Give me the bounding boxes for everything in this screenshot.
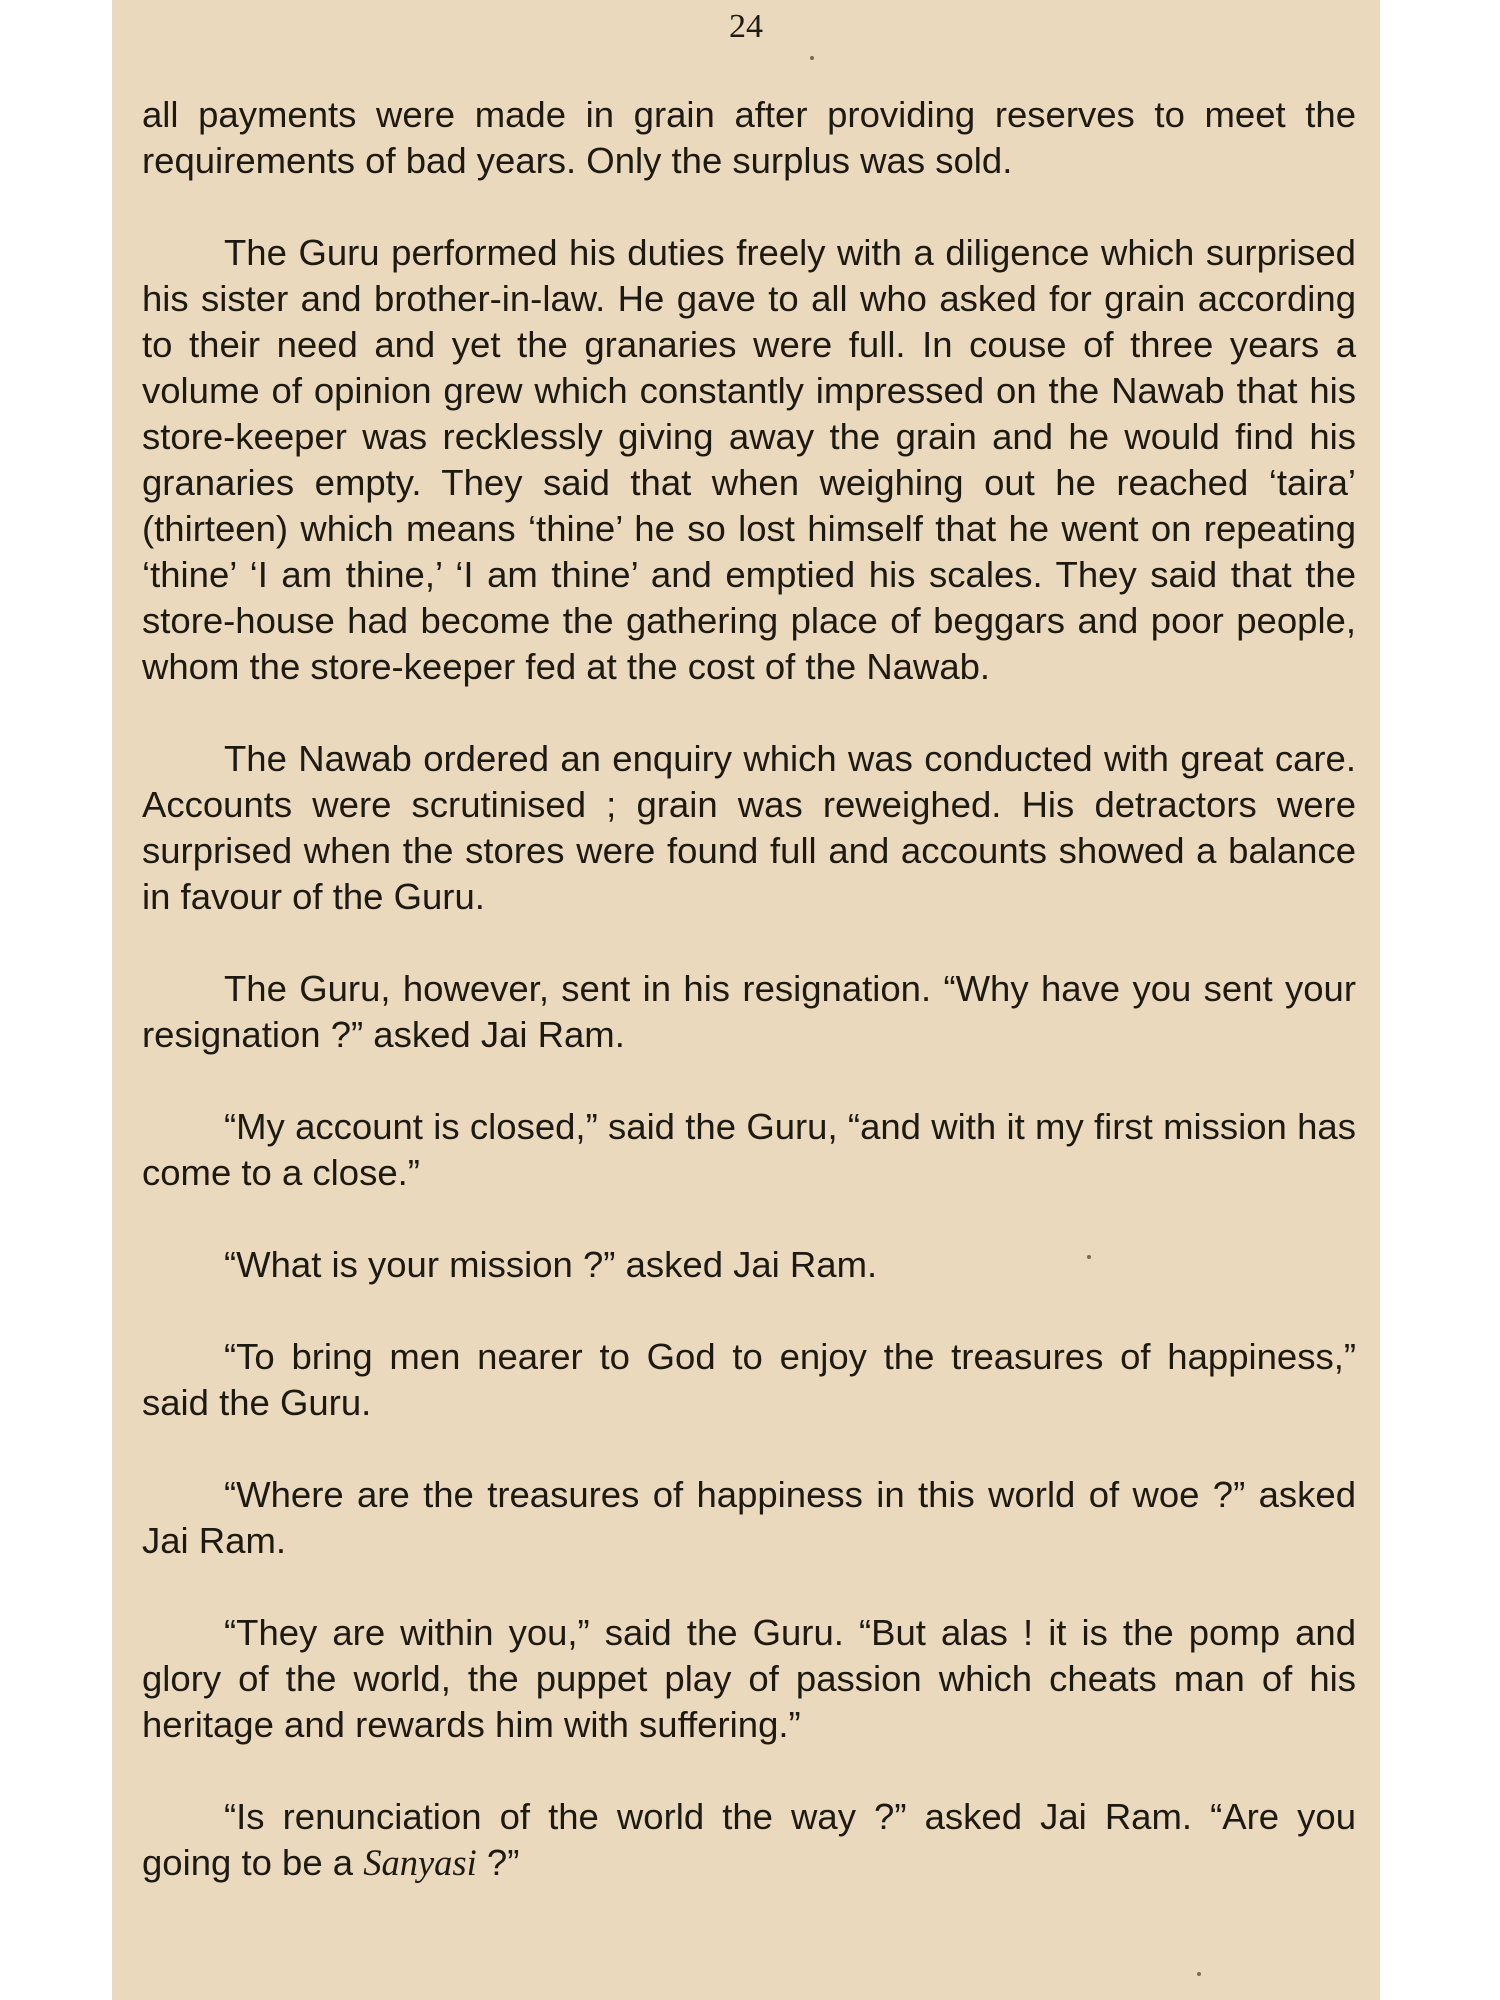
- paragraph-5: “My account is closed,” said the Guru, “and with it my first mission has come to a close.”: [142, 1106, 1356, 1193]
- left-margin: [0, 0, 112, 2000]
- paragraph-10-italic-word: Sanyasi: [363, 1842, 477, 1883]
- page-number: 24: [729, 8, 763, 45]
- paper-speck: [1197, 1972, 1201, 1976]
- paragraph-10-text: “Is renunciation of the world the way ?” asked Jai Ram. “Are you going to be a: [142, 1796, 1356, 1883]
- paragraph-4: The Guru, however, sent in his resignation. “Why have you sent your resignation ?” asked Jai Ram.: [142, 968, 1356, 1055]
- paragraph-8: “Where are the treasures of happiness in this world of woe ?” asked Jai Ram.: [142, 1474, 1356, 1561]
- paragraph-9: “They are within you,” said the Guru. “But alas ! it is the pomp and glory of the world, the puppet play of passion which cheats man of his heritage and rewards him with suffering.”: [142, 1612, 1356, 1745]
- paragraph-1: all payments were made in grain after providing reserves to meet the requirements of bad years. Only the surplus was sold.: [142, 94, 1356, 181]
- paragraph-10-closing: ?”: [476, 1842, 520, 1883]
- paper-speck: [810, 56, 814, 60]
- paragraph-7: “To bring men nearer to God to enjoy the treasures of happiness,” said the Guru.: [142, 1336, 1356, 1423]
- paragraph-2: The Guru performed his duties freely with a diligence which surprised his sister and brother-in-law. He gave to all who asked for grain according to their need and yet the granaries were full. In couse of three years a volume of opinion grew which constantly impressed on the Nawab that his store-keeper was recklessly giving away the grain and he would find his granaries empty. They said that when weighing out he reached ‘taira’ (thirteen) which means ‘thine’ he so lost himself that he went on repeating ‘thine’ ‘I am thine,’ ‘I am thine’ and emptied his scales. They said that the store-house had become the gathering place of beggars and poor people, whom the store-keeper fed at the cost of the Nawab.: [142, 232, 1356, 687]
- paragraph-6: “What is your mission ?” asked Jai Ram.: [224, 1244, 878, 1285]
- paragraph-10: [142, 1794, 1356, 1886]
- paper-speck: [1087, 1255, 1091, 1259]
- body-text: [142, 92, 1356, 1886]
- book-page: [112, 0, 1380, 2000]
- paragraph-3: The Nawab ordered an enquiry which was conducted with great care. Accounts were scrutinised ; grain was reweighed. His detractors were surprised when the stores were found full and accounts showed a balance in favour of the Guru.: [142, 738, 1356, 917]
- right-margin: [1380, 0, 1500, 2000]
